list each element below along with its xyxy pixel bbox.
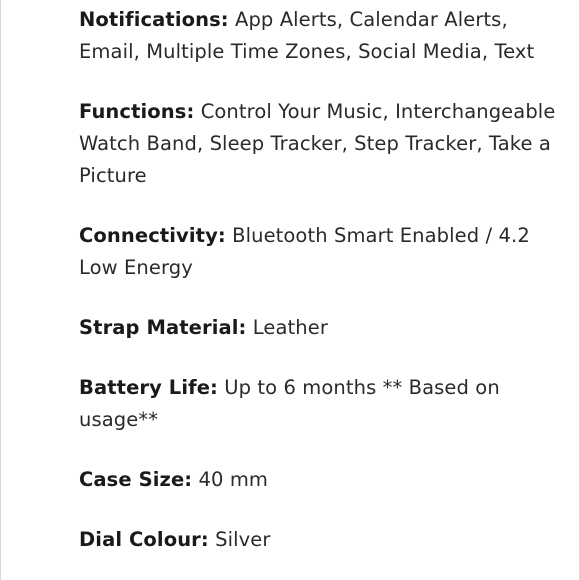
spec-value: Bluetooth Smart Enabled / 4.2 Low Energy xyxy=(79,224,530,279)
spec-case-size xyxy=(79,464,565,496)
spec-label: Case Size: xyxy=(79,468,193,491)
spec-battery-life xyxy=(79,372,565,436)
spec-notifications xyxy=(79,4,565,68)
spec-label: Dial Colour: xyxy=(79,528,209,551)
spec-dial-colour xyxy=(79,524,565,556)
spec-value: 40 mm xyxy=(198,468,269,491)
spec-label: Functions: xyxy=(79,100,195,123)
spec-connectivity xyxy=(79,220,565,284)
spec-functions xyxy=(79,96,565,192)
spec-value: Control Your Music, Interchangeable Watch Band, Sleep Tracker, Step Tracker, Take a Picture xyxy=(79,100,556,187)
spec-value: Up to 6 months ** Based on usage** xyxy=(79,376,500,431)
spec-value: Leather xyxy=(252,316,328,339)
spec-label: Notifications: xyxy=(79,8,229,31)
spec-label: Strap Material: xyxy=(79,316,247,339)
spec-value: Silver xyxy=(215,528,271,551)
spec-label: Connectivity: xyxy=(79,224,226,247)
spec-list xyxy=(79,4,565,580)
spec-value: App Alerts, Calendar Alerts, Email, Multiple Time Zones, Social Media, Text xyxy=(79,8,535,63)
spec-strap-material xyxy=(79,312,565,344)
spec-label: Battery Life: xyxy=(79,376,218,399)
